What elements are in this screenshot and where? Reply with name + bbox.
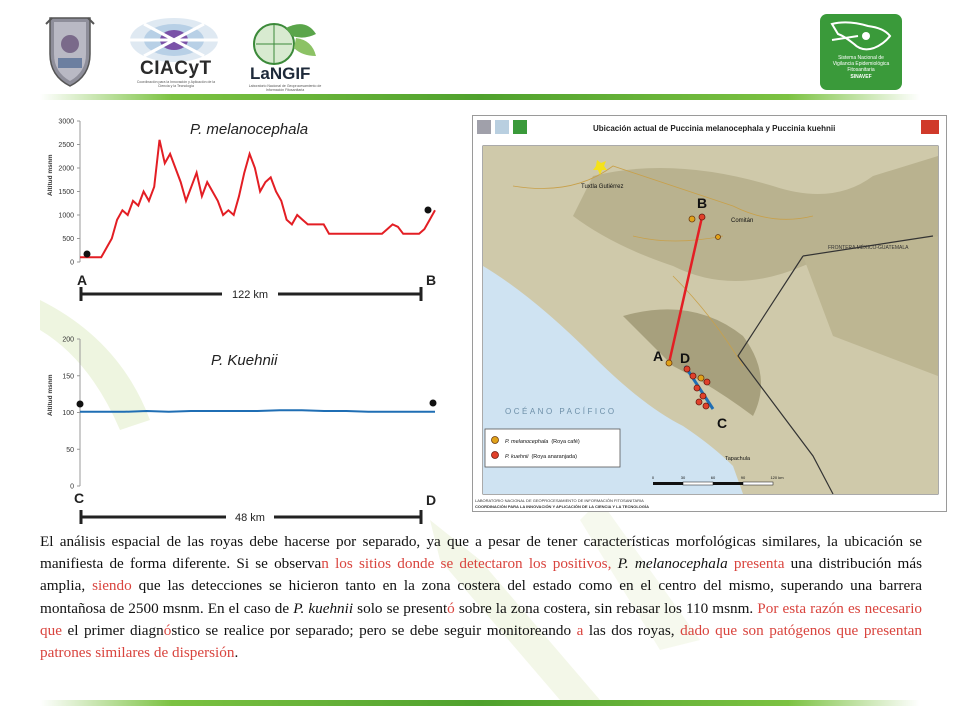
- detection-point: [703, 403, 709, 409]
- map-label-a: A: [653, 348, 664, 364]
- legend-swatch-kuehnii: [492, 452, 499, 459]
- sinavef-line-4: SINAVEF: [850, 73, 872, 80]
- y-tick-label: 150: [62, 373, 74, 381]
- map-title: Ubicación actual de Puccinia melanocephala y Puccinia kuehnii: [593, 124, 836, 133]
- text-segment-red: a: [576, 621, 584, 639]
- text-segment-red: Por esta razón es necesario que: [40, 599, 923, 639]
- chart-title: P. melanocephala: [190, 121, 309, 138]
- scale-tick: 90: [740, 475, 746, 480]
- text-segment: El análisis espacial de las royas debe hacerse por separado, ya que a pesar de tener características morfológicas similares, la ubicación se manifiesta de forma diferente. Si se observa: [40, 533, 922, 573]
- sinavef-line-2: Vigilancia Epidemiológica: [832, 61, 890, 68]
- elevation-chart-kuehnii: [32, 330, 452, 530]
- detection-point: [690, 373, 696, 379]
- point-label-b: B: [426, 272, 437, 288]
- map-ciacyt-icon: [495, 120, 509, 134]
- text-segment-red: siendo: [92, 577, 132, 595]
- detection-point: [704, 379, 710, 385]
- detection-point: [699, 214, 705, 220]
- detection-point: [684, 366, 690, 372]
- text-segment: .: [234, 644, 239, 662]
- text-segment: las dos royas,: [583, 621, 681, 639]
- map-sagarpa-icon: [921, 120, 939, 134]
- langif-globe-icon: [246, 14, 322, 66]
- text-segment: el primer diagn: [61, 621, 164, 639]
- sinavef-logo: [820, 14, 902, 90]
- langif-logo: [246, 14, 322, 92]
- legend-swatch-melanocephala: [492, 437, 499, 444]
- scale-tick: 120 km: [770, 475, 784, 480]
- map-footer-2: COORDINACIÓN PARA LA INNOVACIÓN Y APLICACIÓN DE LA CIENCIA Y LA TECNOLOGÍA: [475, 504, 650, 509]
- ciacyt-logo: [124, 14, 224, 90]
- map-sinavef-icon: [513, 120, 527, 134]
- text-segment: una distribución más amplia,: [40, 555, 922, 595]
- ciacyt-tagline: Coordinación para la Innovación y Aplicación de la Ciencia y la Tecnología: [136, 80, 216, 88]
- y-tick-label: 500: [62, 236, 74, 243]
- scale-tick: 30: [680, 475, 686, 480]
- footer-divider: [40, 700, 920, 706]
- species-name: P. kuehnii: [293, 599, 354, 617]
- species-name: P. melanocephala: [617, 555, 728, 573]
- sinavef-line-1: Sistema Nacional de: [838, 55, 884, 61]
- elevation-chart-melanocephala: [32, 110, 452, 310]
- text-segment-red: ó: [447, 599, 455, 617]
- endpoint-marker-a: [84, 251, 91, 258]
- distribution-map: [472, 115, 947, 512]
- endpoint-marker-c: [77, 401, 84, 408]
- legend-label-kuehnii: P. kuehnii (Roya anaranjada): [505, 454, 578, 460]
- text-segment: que las detecciones se hicieron tanto en la zona costera del estado como en el centro del mismo, superando una barrera montañosa de 2500 msnm. En el caso de: [40, 577, 922, 617]
- y-tick-label: 50: [66, 446, 74, 454]
- endpoint-marker-d: [430, 400, 437, 407]
- city-label-tuxtla: Tuxtla Gutiérrez: [581, 184, 624, 190]
- series-line-kuehnii: [80, 410, 435, 412]
- endpoint-marker-b: [425, 207, 432, 214]
- border-label: FRONTERA MÉXICO-GUATEMALA: [828, 245, 909, 251]
- city-label-tapachula: Tapachula: [725, 456, 751, 462]
- y-tick-label: 2000: [58, 165, 74, 173]
- ciacyt-title: CIACyT: [140, 58, 212, 79]
- text-segment-red: dado que son patógenos que presentan patrones similares de dispersión: [40, 621, 923, 662]
- text-segment-red: ó: [163, 621, 172, 639]
- map-label-c: C: [717, 415, 728, 431]
- point-label-a: A: [77, 272, 88, 288]
- text-segment: sobre la zona costera, sin rebasar los 110 msnm.: [454, 599, 758, 617]
- scale-tick: 60: [710, 475, 716, 480]
- analysis-paragraph: [40, 531, 922, 664]
- y-tick-label: 1000: [58, 212, 74, 220]
- point-label-d: D: [426, 492, 437, 508]
- ciacyt-emblem-icon: [124, 14, 224, 64]
- header-divider: [40, 94, 920, 100]
- scale-tick: 0: [651, 475, 655, 480]
- y-tick-label: 200: [62, 336, 74, 344]
- series-line-melanocephala: [80, 140, 435, 257]
- mexico-map-icon: [828, 18, 894, 54]
- y-tick-label: 0: [70, 483, 74, 491]
- text-segment-red: presenta: [727, 555, 785, 573]
- langif-tagline: Laboratorio Nacional de Geoprocesamiento de Información Fitosanitaria: [248, 84, 322, 92]
- detection-point: [716, 235, 721, 240]
- text-segment-red: n los sitios donde se detectaron los positivos,: [321, 555, 618, 573]
- ocean-label: OCÉANO PACÍFICO: [505, 407, 617, 416]
- y-tick-label: 2500: [58, 142, 74, 149]
- map-seal-icon: [477, 120, 491, 134]
- detection-point: [696, 399, 702, 405]
- detection-point: [666, 360, 672, 366]
- detection-point: [698, 375, 704, 381]
- langif-title: LaNGIF: [250, 64, 311, 83]
- sinavef-line-3: Fitosanitaria: [847, 67, 875, 74]
- chart-title: P. Kuehnii: [211, 352, 278, 369]
- y-tick-label: 0: [70, 259, 74, 267]
- map-footer-1: LABORATORIO NACIONAL DE GEOPROCESAMIENTO DE INFORMACIÓN FITOSANITARIA: [475, 498, 644, 503]
- distance-label: 48 km: [235, 512, 265, 524]
- map-label-b: B: [697, 195, 708, 211]
- legend-label-melanocephala: P. melanocephala (Roya café): [505, 439, 580, 445]
- detection-point: [689, 216, 695, 222]
- point-label-c: C: [74, 490, 85, 506]
- distance-label: 122 km: [231, 289, 269, 301]
- y-tick-label: 100: [62, 410, 74, 417]
- detection-point: [694, 385, 700, 391]
- text-segment: stico se realice por separado; pero se debe seguir monitoreando: [171, 621, 577, 639]
- detection-point: [700, 393, 706, 399]
- map-legend: [485, 429, 620, 467]
- city-label-comitan: Comitán: [731, 218, 754, 224]
- y-tick-label: 3000: [58, 118, 74, 126]
- university-seal-logo: [44, 14, 96, 88]
- y-axis-label: Altitud msnm: [47, 374, 54, 416]
- y-tick-label: 1500: [58, 189, 74, 196]
- y-axis-label: Altitud msnm: [47, 154, 54, 196]
- text-segment: solo se present: [353, 599, 448, 617]
- map-label-d: D: [680, 350, 691, 366]
